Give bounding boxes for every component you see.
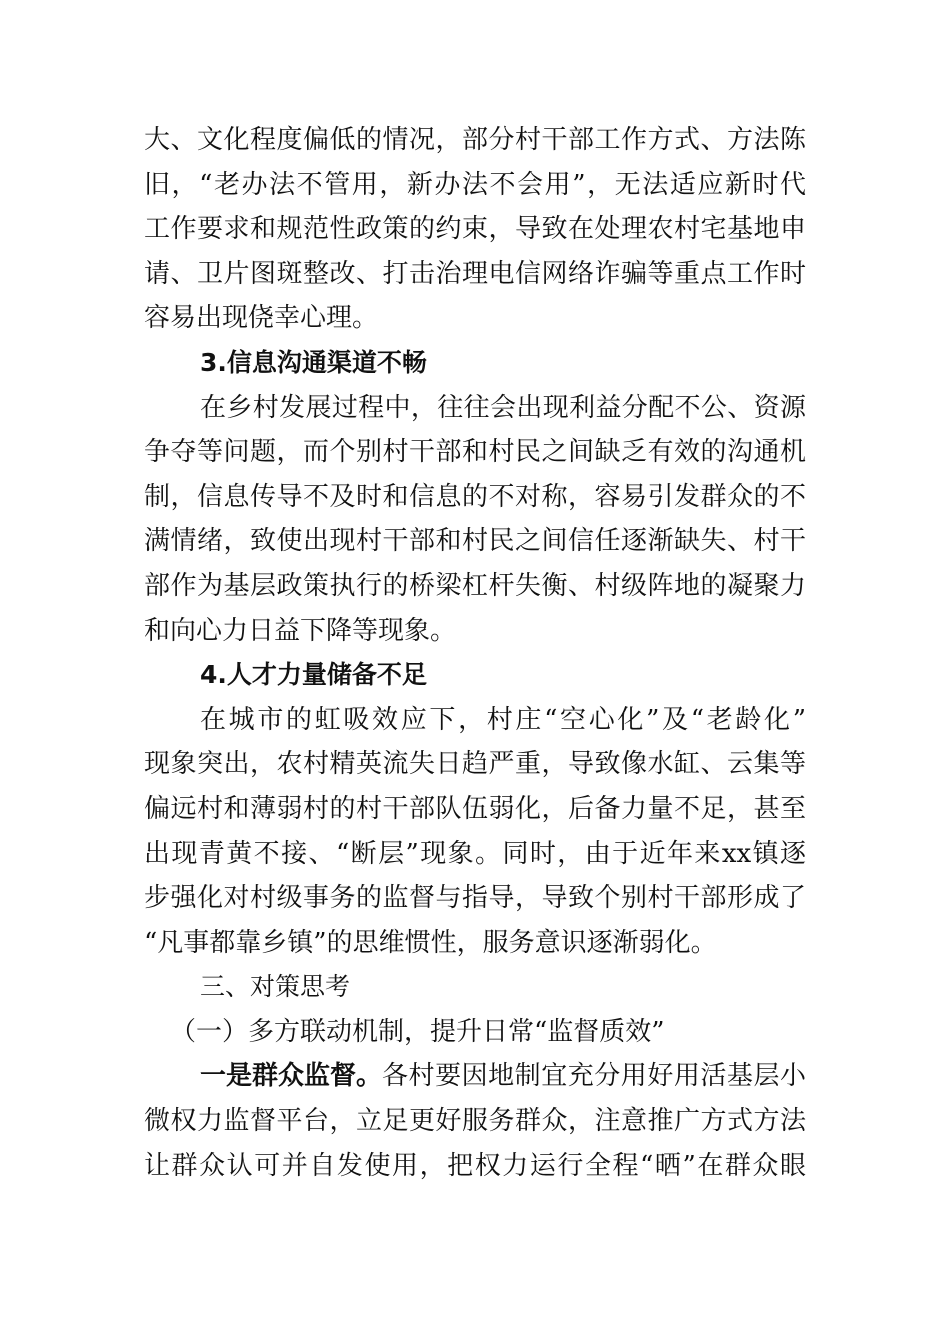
line-text: 出现青黄不接、“断层”现象。同时，由于近年来xx镇逐 bbox=[144, 838, 806, 869]
text-line bbox=[144, 207, 806, 252]
line-text: 大、文化程度偏低的情况，部分村干部工作方式、方法陈 bbox=[144, 125, 806, 155]
line-text: 让群众认可并自发使用，把权力运行全程“晒”在群众眼 bbox=[144, 1150, 806, 1181]
line-text: 偏远村和薄弱村的村干部队伍弱化，后备力量不足，甚至 bbox=[144, 793, 806, 824]
text-line bbox=[144, 296, 806, 341]
bold-lead: 一是群众监督。 bbox=[200, 1061, 383, 1092]
text-line bbox=[144, 787, 806, 832]
line-text: 和向心力日益下降等现象。 bbox=[144, 615, 457, 646]
text-line bbox=[144, 564, 806, 609]
line-text: 三、对策思考 bbox=[200, 972, 351, 1002]
text-line bbox=[144, 832, 806, 877]
text-line bbox=[144, 386, 806, 431]
text-line bbox=[144, 118, 806, 163]
line-text: 争夺等问题，而个别村干部和村民之间缺乏有效的沟通机 bbox=[144, 437, 806, 468]
line-text: 容易出现侥幸心理。 bbox=[144, 303, 379, 334]
line-text: 请、卫片图斑整改、打击治理电信网络诈骗等重点工作时 bbox=[144, 258, 806, 289]
subheading bbox=[144, 341, 806, 386]
sub-heading bbox=[144, 1010, 806, 1055]
line-text: 现象突出，农村精英流失日趋严重，导致像水缸、云集等 bbox=[144, 749, 806, 780]
text-line bbox=[144, 1099, 806, 1144]
line-text: 工作要求和规范性政策的约束，导致在处理农村宅基地申 bbox=[144, 214, 806, 245]
line-text: 3.信息沟通渠道不畅 bbox=[200, 347, 427, 377]
line-text: 微权力监督平台，立足更好服务群众，注意推广方式方法 bbox=[144, 1106, 806, 1137]
document-page bbox=[144, 118, 806, 1188]
text-line bbox=[144, 742, 806, 787]
text-line bbox=[144, 163, 806, 208]
line-text: 部作为基层政策执行的桥梁杠杆失衡、村级阵地的凝聚力 bbox=[144, 570, 806, 601]
line-text: 制，信息传导不及时和信息的不对称，容易引发群众的不 bbox=[144, 481, 806, 512]
line-text: 在乡村发展过程中，往往会出现利益分配不公、资源 bbox=[200, 392, 806, 423]
text-line bbox=[144, 1144, 806, 1189]
line-text: 在城市的虹吸效应下，村庄“空心化”及“老龄化” bbox=[200, 704, 806, 735]
line-text: 旧，“老办法不管用，新办法不会用”，无法适应新时代 bbox=[144, 169, 806, 200]
text-line bbox=[144, 921, 806, 966]
line-text: 4.人才力量储备不足 bbox=[200, 660, 427, 690]
text-line bbox=[144, 1054, 806, 1099]
text-line bbox=[144, 876, 806, 921]
line-text: “凡事都靠乡镇”的思维惯性，服务意识逐渐弱化。 bbox=[144, 927, 717, 958]
subheading bbox=[144, 653, 806, 698]
section-heading bbox=[144, 965, 806, 1010]
text-line bbox=[144, 430, 806, 475]
text-line bbox=[144, 519, 806, 564]
line-text: （一）多方联动机制，提升日常“监督质效” bbox=[170, 1016, 665, 1047]
text-line bbox=[144, 698, 806, 743]
text-line bbox=[144, 475, 806, 520]
line-text: 满情绪，致使出现村干部和村民之间信任逐渐缺失、村干 bbox=[144, 526, 806, 557]
text-line bbox=[144, 609, 806, 654]
line-text: 各村要因地制宜充分用好用活基层小 bbox=[382, 1061, 806, 1092]
line-text: 步强化对村级事务的监督与指导，导致个别村干部形成了 bbox=[144, 883, 806, 914]
text-line bbox=[144, 252, 806, 297]
